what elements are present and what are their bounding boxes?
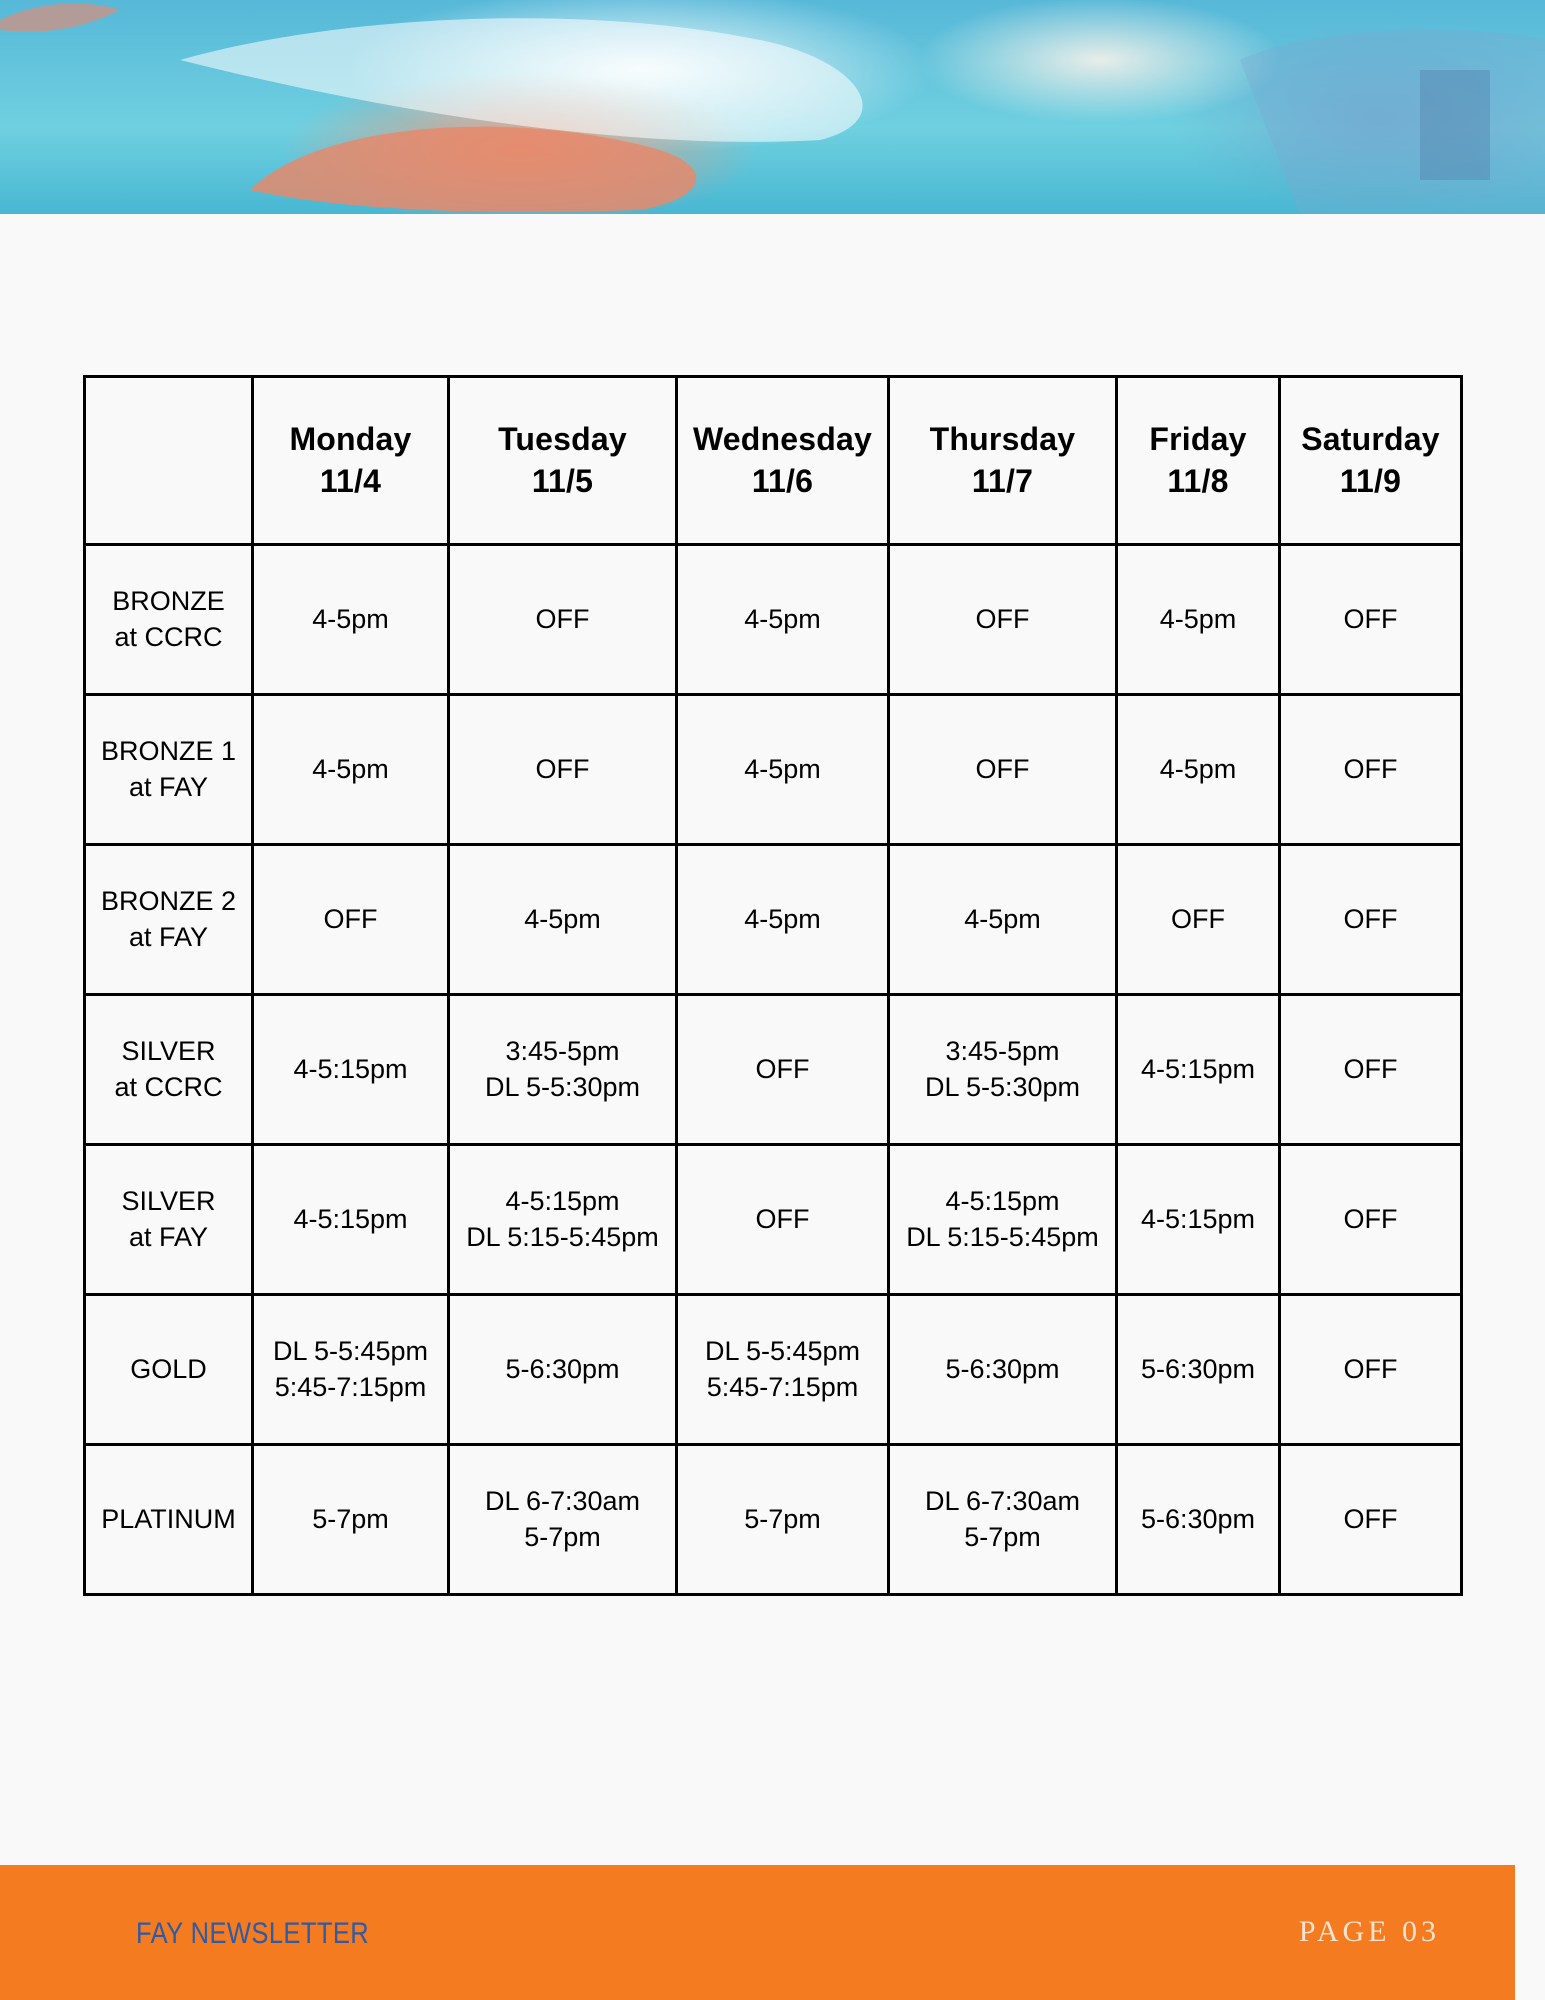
day-header-thursday [889, 377, 1117, 545]
group-label-cell [85, 995, 253, 1145]
day-header-date: 11/5 [531, 462, 594, 499]
schedule-cell [1117, 695, 1280, 845]
schedule-time-line: OFF [1343, 1053, 1398, 1084]
table-row [85, 695, 1462, 845]
schedule-time-line: 4-5pm [312, 753, 389, 784]
schedule-time-line: 5:45-7:15pm [274, 1371, 427, 1402]
practice-schedule-table [83, 375, 1463, 1596]
day-header-day: Thursday [929, 420, 1076, 457]
schedule-cell [677, 995, 889, 1145]
group-label-cell [85, 1145, 253, 1295]
schedule-time-line: 4-5:15pm [1140, 1053, 1256, 1084]
schedule-cell [1280, 1145, 1462, 1295]
schedule-time-line: 4-5:15pm [1140, 1203, 1256, 1234]
schedule-cell [677, 1145, 889, 1295]
schedule-time-line: 4-5:15pm [293, 1053, 408, 1084]
schedule-cell [1280, 845, 1462, 995]
schedule-cell [449, 1145, 677, 1295]
day-header-day: Wednesday [692, 420, 873, 457]
group-label-cell [85, 1445, 253, 1595]
table-row [85, 545, 1462, 695]
schedule-cell [1280, 995, 1462, 1145]
schedule-cell [1117, 1145, 1280, 1295]
schedule-time-line: 4-5pm [744, 753, 821, 784]
schedule-time-line: 5-6:30pm [1140, 1353, 1256, 1384]
corner-cell [85, 377, 253, 545]
schedule-cell [1280, 545, 1462, 695]
schedule-time-line: OFF [1171, 903, 1225, 934]
schedule-time-line: DL 5-5:45pm [704, 1336, 861, 1367]
day-header-day: Monday [289, 420, 412, 457]
schedule-time-line: 4-5pm [1159, 603, 1237, 634]
group-label-line: at CCRC [114, 621, 223, 652]
group-label-cell [85, 1295, 253, 1445]
schedule-cell [1280, 1445, 1462, 1595]
table-row [85, 1295, 1462, 1445]
day-header-monday [253, 377, 449, 545]
swimmer-illustration [0, 0, 1545, 214]
schedule-cell [889, 1295, 1117, 1445]
schedule-time-line: 5-7pm [744, 1503, 821, 1534]
header-photo-swimmer [0, 0, 1545, 214]
group-label-line: BRONZE 1 [100, 736, 237, 767]
schedule-time-line: OFF [755, 1053, 810, 1084]
schedule-cell [677, 1295, 889, 1445]
newsletter-title: FAY NEWSLETTER [136, 1917, 370, 1950]
day-header-date: 11/7 [971, 462, 1034, 499]
group-label-cell [85, 695, 253, 845]
schedule-cell [449, 995, 677, 1145]
schedule-cell [449, 845, 677, 995]
day-header-date: 11/9 [1339, 462, 1402, 499]
schedule-time-line: 4-5pm [1159, 753, 1237, 784]
table-row [85, 845, 1462, 995]
schedule-cell [677, 845, 889, 995]
schedule-time-line: 4-5pm [964, 903, 1041, 934]
group-label-line: at FAY [128, 771, 209, 802]
schedule-time-line: OFF [1343, 903, 1398, 934]
day-header-friday [1117, 377, 1280, 545]
schedule-cell [253, 1145, 449, 1295]
page-number: PAGE 03 [1298, 1915, 1440, 1948]
schedule-time-line: OFF [975, 603, 1030, 634]
day-header-wednesday [677, 377, 889, 545]
schedule-time-line: 4-5:15pm [293, 1203, 408, 1234]
schedule-time-line: 5-7pm [524, 1521, 601, 1552]
day-header-day: Saturday [1301, 420, 1440, 457]
table-header-row [85, 377, 1462, 545]
schedule-cell [253, 1445, 449, 1595]
schedule-cell [449, 695, 677, 845]
schedule-cell [889, 1145, 1117, 1295]
schedule-time-line: 5-6:30pm [945, 1353, 1060, 1384]
schedule-time-line: DL 6-7:30am [924, 1486, 1081, 1517]
group-label-line: at FAY [128, 1221, 209, 1252]
schedule-time-line: 5:45-7:15pm [706, 1371, 859, 1402]
schedule-time-line: 5-7pm [312, 1503, 389, 1534]
day-header-day: Friday [1149, 420, 1247, 457]
table-row [85, 1445, 1462, 1595]
schedule-time-line: OFF [535, 603, 590, 634]
schedule-time-line: DL 5-5:30pm [484, 1071, 641, 1102]
day-header-date: 11/6 [751, 462, 814, 499]
schedule-cell [253, 845, 449, 995]
footer-bar [0, 1865, 1515, 2000]
schedule-time-line: 3:45-5pm [505, 1036, 620, 1067]
group-label-line: SILVER [121, 1186, 216, 1217]
table-row [85, 1145, 1462, 1295]
schedule-time-line: OFF [975, 753, 1030, 784]
schedule-time-line: 4-5:15pm [505, 1186, 620, 1217]
schedule-time-line: DL 5-5:30pm [924, 1071, 1081, 1102]
schedule-time-line: DL 6-7:30am [484, 1486, 641, 1517]
schedule-cell [1117, 1445, 1280, 1595]
schedule-time-line: 4-5pm [524, 903, 601, 934]
day-header-saturday [1280, 377, 1462, 545]
group-label-line: GOLD [130, 1353, 207, 1384]
schedule-cell [889, 1445, 1117, 1595]
schedule-time-line: 4-5:15pm [945, 1186, 1060, 1217]
schedule-time-line: DL 5:15-5:45pm [906, 1221, 1099, 1252]
schedule-cell [449, 545, 677, 695]
schedule-time-line: OFF [755, 1203, 810, 1234]
table-row [85, 995, 1462, 1145]
schedule-cell [1280, 695, 1462, 845]
schedule-cell [1117, 545, 1280, 695]
day-header-date: 11/8 [1167, 462, 1229, 499]
schedule-time-line: 4-5pm [312, 603, 389, 634]
schedule-time-line: 4-5pm [744, 603, 821, 634]
schedule-cell [677, 695, 889, 845]
schedule-cell [889, 845, 1117, 995]
schedule-cell [889, 995, 1117, 1145]
schedule-time-line: OFF [323, 903, 378, 934]
schedule-time-line: 5-6:30pm [505, 1353, 620, 1384]
schedule-cell [1117, 1295, 1280, 1445]
schedule-time-line: DL 5:15-5:45pm [466, 1221, 659, 1252]
schedule-time-line: OFF [1343, 753, 1398, 784]
schedule-cell [253, 1295, 449, 1445]
schedule-time-line: OFF [1343, 1503, 1398, 1534]
group-label-line: PLATINUM [101, 1503, 236, 1534]
group-label-cell [85, 545, 253, 695]
group-label-line: at CCRC [114, 1071, 223, 1102]
schedule-time-line: OFF [1343, 1353, 1398, 1384]
schedule-cell [677, 545, 889, 695]
schedule-cell [677, 1445, 889, 1595]
schedule-time-line: DL 5-5:45pm [272, 1336, 429, 1367]
schedule-time-line: OFF [1343, 1203, 1398, 1234]
schedule-time-line: 4-5pm [744, 903, 821, 934]
schedule-time-line: 5-6:30pm [1140, 1503, 1256, 1534]
schedule-cell [449, 1445, 677, 1595]
group-label-line: at FAY [128, 921, 209, 952]
schedule-cell [253, 545, 449, 695]
group-label-line: BRONZE [112, 586, 225, 617]
schedule-cell [253, 995, 449, 1145]
schedule-cell [889, 695, 1117, 845]
group-label-line: SILVER [121, 1036, 216, 1067]
schedule-cell [1280, 1295, 1462, 1445]
schedule-cell [889, 545, 1117, 695]
schedule-time-line: 5-7pm [964, 1521, 1041, 1552]
day-header-tuesday [449, 377, 677, 545]
schedule-time-line: OFF [535, 753, 590, 784]
day-header-date: 11/4 [319, 462, 382, 499]
schedule-time-line: 3:45-5pm [945, 1036, 1060, 1067]
schedule-cell [1117, 845, 1280, 995]
schedule-time-line: OFF [1343, 603, 1398, 634]
day-header-day: Tuesday [498, 420, 627, 457]
group-label-cell [85, 845, 253, 995]
schedule-cell [449, 1295, 677, 1445]
schedule-cell [253, 695, 449, 845]
group-label-line: BRONZE 2 [100, 886, 237, 917]
schedule-cell [1117, 995, 1280, 1145]
